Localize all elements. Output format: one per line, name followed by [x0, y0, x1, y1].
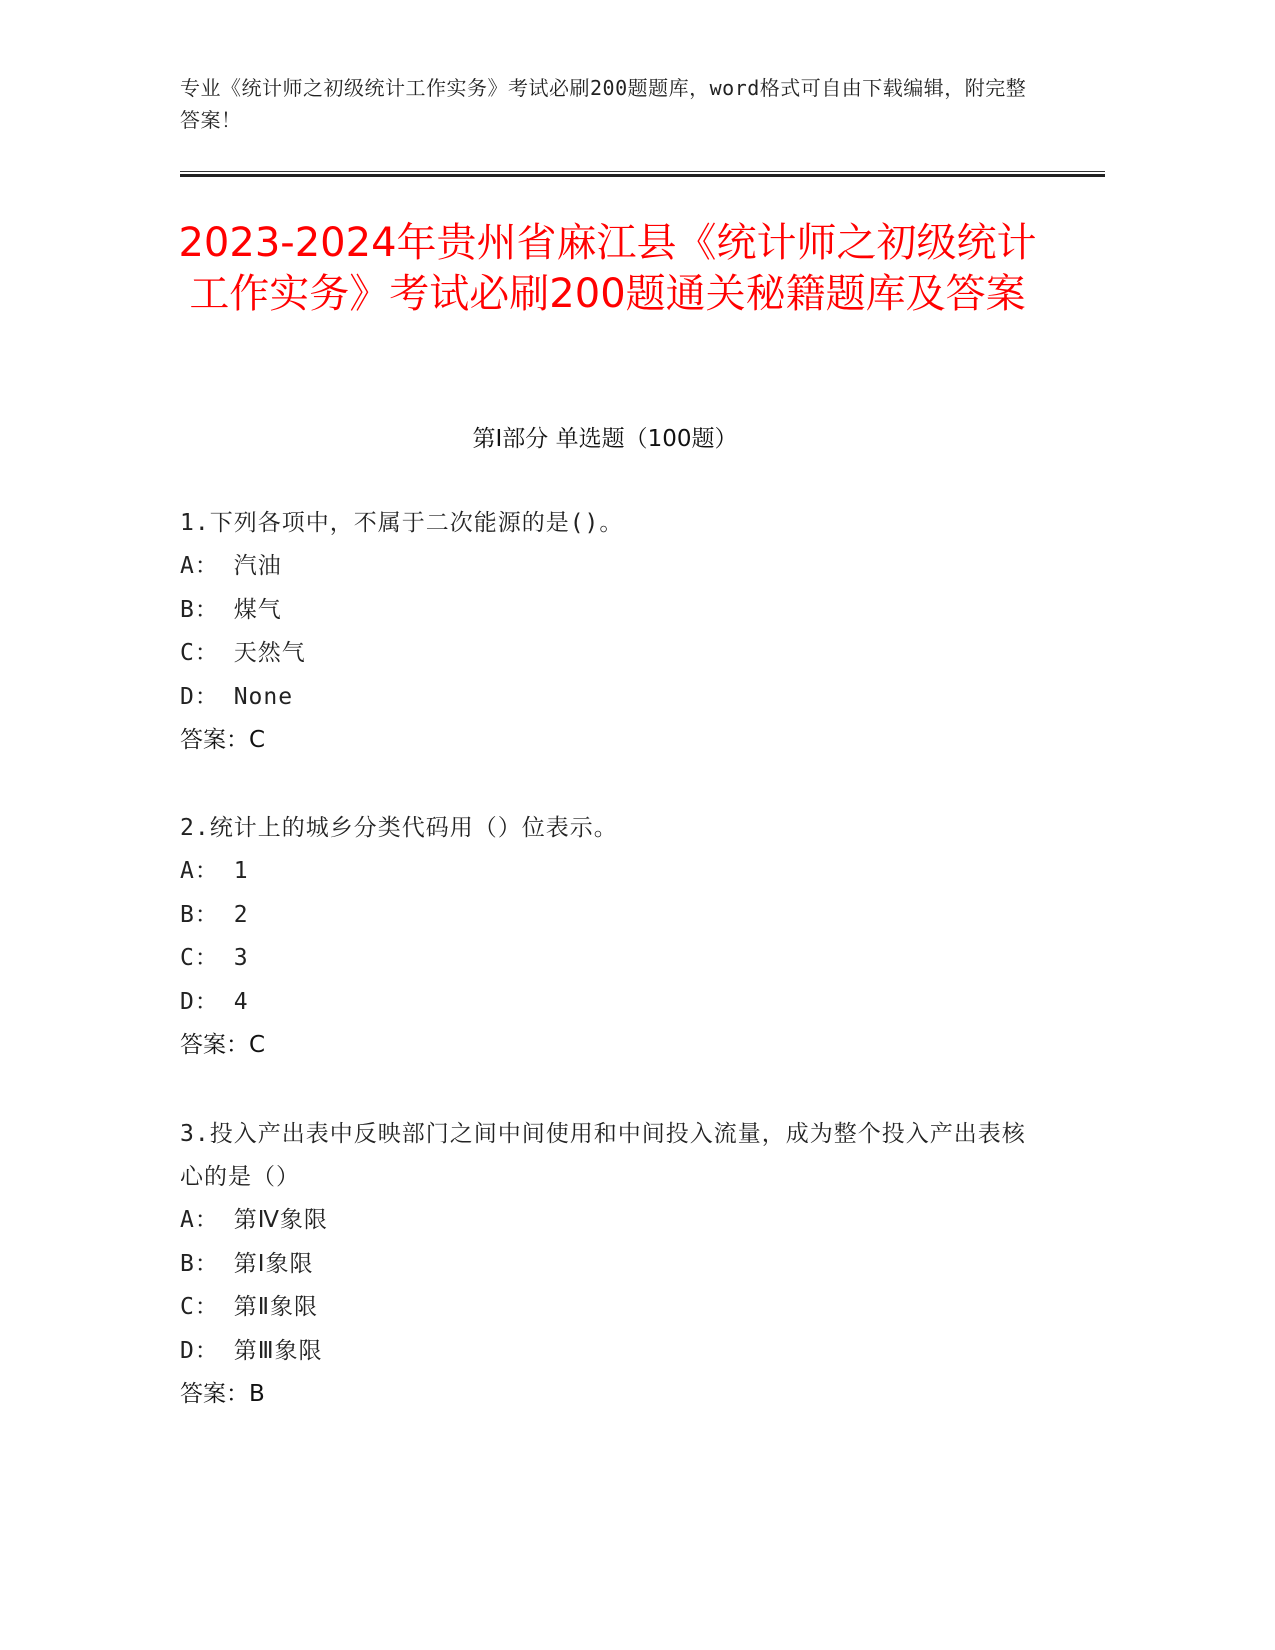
option-a: A： 1: [180, 858, 249, 884]
answer-line: 答案：C: [180, 727, 266, 753]
question-stem: 1.下列各项中，不属于二次能源的是()。: [180, 510, 624, 536]
document-title: 2023-2024年贵州省麻江县《统计师之初级统计工作实务》考试必刷200题通关秘籍题库及答案: [178, 220, 1037, 317]
option-b: B： 2: [180, 901, 249, 928]
question-2: [180, 807, 1040, 1067]
option-d: D： 第Ⅲ象限: [180, 1337, 323, 1364]
option-b: B： 煤气: [180, 596, 282, 623]
question-stem: 2.统计上的城乡分类代码用（）位表示。: [180, 815, 618, 841]
header-note: 专业《统计师之初级统计工作实务》考试必刷200题题库，word格式可自由下载编辑，附完整答案！: [180, 76, 1027, 132]
option-c: C： 天然气: [180, 640, 306, 666]
header-divider-thin: [180, 171, 1105, 172]
question-1: [180, 502, 1040, 762]
option-a: A： 汽油: [180, 553, 282, 579]
question-stem: 3.投入产出表中反映部门之间中间使用和中间投入流量，成为整个投入产出表核心的是（）: [180, 1121, 1026, 1190]
answer-line: 答案：C: [180, 1032, 266, 1058]
option-d: D： 4: [180, 988, 249, 1015]
option-d: D： None: [180, 683, 294, 710]
answer-line: 答案：B: [180, 1381, 265, 1407]
question-3: [180, 1113, 1040, 1416]
option-b: B： 第Ⅰ象限: [180, 1250, 314, 1277]
option-c: C： 第Ⅱ象限: [180, 1294, 319, 1320]
option-a: A： 第Ⅳ象限: [180, 1207, 328, 1233]
header-divider-thick: [180, 174, 1105, 177]
section-heading: 第Ⅰ部分 单选题（100题）: [472, 426, 738, 452]
option-c: C： 3: [180, 945, 249, 971]
